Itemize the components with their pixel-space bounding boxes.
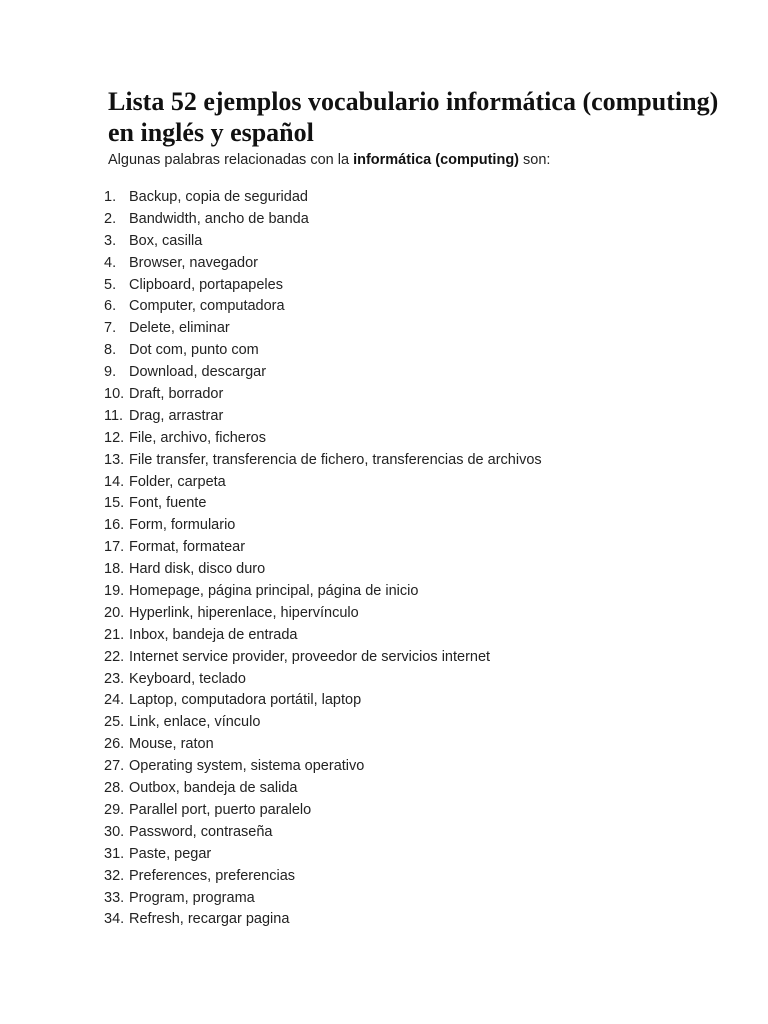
list-item-text: Dot com, punto com — [129, 342, 259, 359]
list-item-text: File, archivo, ficheros — [129, 429, 266, 446]
list-item — [104, 340, 748, 362]
list-item-text: Internet service provider, proveedor de servicios internet — [129, 648, 491, 665]
list-item-text: Outbox, bandeja de salida — [129, 780, 298, 797]
page-title: Lista 52 ejemplos vocabulario informática (computing) en inglés y español — [108, 87, 719, 147]
list-item-number: 27. — [104, 758, 125, 775]
list-item-text: Preferences, preferencias — [129, 867, 296, 884]
list-item-number: 21. — [104, 626, 125, 643]
list-item-number: 22. — [104, 648, 125, 665]
list-item — [104, 231, 748, 253]
list-item-number: 7. — [104, 320, 117, 337]
list-item — [104, 296, 748, 318]
list-item-text: Link, enlace, vínculo — [129, 714, 261, 731]
vocabulary-list — [104, 187, 748, 931]
list-item-text: Homepage, página principal, página de inicio — [129, 583, 419, 600]
list-item-number: 2. — [104, 210, 117, 227]
list-item — [104, 778, 748, 800]
list-item-text: Parallel port, puerto paralelo — [129, 801, 312, 818]
list-item-text: Keyboard, teclado — [129, 670, 246, 687]
list-item-number: 34. — [104, 911, 125, 928]
list-item — [104, 669, 748, 691]
list-item — [104, 384, 748, 406]
list-item-text: Drag, arrastrar — [129, 407, 224, 424]
list-item-text: Computer, computadora — [129, 298, 285, 315]
list-item-number: 18. — [104, 561, 125, 578]
list-item-text: Mouse, raton — [129, 736, 214, 753]
list-item — [104, 406, 748, 428]
list-item-text: Font, fuente — [129, 495, 207, 512]
intro-text-end: son: — [519, 152, 551, 168]
list-item-number: 19. — [104, 583, 125, 600]
list-item — [104, 428, 748, 450]
list-item-number: 12. — [104, 429, 125, 446]
list-item — [104, 625, 748, 647]
list-item-number: 3. — [104, 232, 117, 249]
list-item-number: 5. — [104, 276, 117, 293]
list-item-text: Download, descargar — [129, 364, 267, 381]
list-item-number: 32. — [104, 867, 125, 884]
list-item-number: 16. — [104, 517, 125, 534]
list-item — [104, 450, 748, 472]
list-item-text: Password, contraseña — [129, 823, 273, 840]
list-item — [104, 603, 748, 625]
list-item-number: 13. — [104, 451, 125, 468]
list-item-text: Operating system, sistema operativo — [129, 758, 365, 775]
list-item-text: Hyperlink, hiperenlace, hipervínculo — [129, 604, 359, 621]
list-item-text: Refresh, recargar pagina — [129, 911, 290, 928]
list-item — [104, 253, 748, 275]
list-item-text: Clipboard, portapapeles — [129, 276, 283, 293]
list-item-number: 25. — [104, 714, 125, 731]
list-item — [104, 559, 748, 581]
list-item-number: 10. — [104, 386, 125, 403]
list-item — [104, 800, 748, 822]
list-item — [104, 844, 748, 866]
list-item — [104, 581, 748, 603]
list-item-number: 1. — [104, 189, 117, 205]
list-item-number: 6. — [104, 298, 117, 315]
list-item-text: Format, formatear — [129, 539, 246, 556]
list-item-text: Delete, eliminar — [129, 320, 230, 337]
list-item-text: File transfer, transferencia de fichero, transferencias de archivos — [129, 451, 542, 468]
list-item-number: 17. — [104, 539, 125, 556]
list-item — [104, 318, 748, 340]
list-item-text: Folder, carpeta — [129, 473, 226, 490]
list-item-number: 23. — [104, 670, 125, 687]
list-item-number: 26. — [104, 736, 125, 753]
intro-paragraph — [108, 150, 748, 170]
list-item — [104, 712, 748, 734]
list-item-number: 8. — [104, 342, 117, 359]
list-item-text: Form, formulario — [129, 517, 236, 534]
list-item — [104, 866, 748, 888]
list-item-number: 11. — [104, 407, 124, 424]
intro-text: Algunas palabras relacionadas con la — [108, 152, 354, 168]
list-item-number: 14. — [104, 473, 125, 490]
list-item-text: Laptop, computadora portátil, laptop — [129, 692, 362, 709]
document-page — [104, 86, 748, 931]
list-item-number: 15. — [104, 495, 125, 512]
list-item — [104, 888, 748, 910]
list-item — [104, 537, 748, 559]
intro-bold-term: informática (computing) — [353, 152, 520, 168]
list-item-number: 4. — [104, 254, 117, 271]
list-item — [104, 822, 748, 844]
list-item — [104, 472, 748, 494]
list-item — [104, 362, 748, 384]
list-item — [104, 493, 748, 515]
list-item-text: Browser, navegador — [129, 254, 258, 271]
list-item — [104, 275, 748, 297]
list-item-text: Bandwidth, ancho de banda — [129, 210, 309, 227]
list-item-number: 33. — [104, 889, 125, 906]
list-item — [104, 756, 748, 778]
list-item-text: Backup, copia de seguridad — [129, 189, 308, 205]
list-item-text: Program, programa — [129, 889, 255, 906]
list-item-number: 9. — [104, 364, 117, 381]
list-item — [104, 187, 748, 209]
list-item — [104, 515, 748, 537]
list-item-text: Box, casilla — [129, 232, 203, 249]
list-item-text: Inbox, bandeja de entrada — [129, 626, 298, 643]
list-item-text: Paste, pegar — [129, 845, 212, 862]
list-item — [104, 647, 748, 669]
list-item-number: 24. — [104, 692, 125, 709]
list-item — [104, 209, 748, 231]
list-item-number: 20. — [104, 604, 125, 621]
list-item-number: 30. — [104, 823, 125, 840]
list-item-number: 28. — [104, 780, 125, 797]
list-item-text: Hard disk, disco duro — [129, 561, 266, 578]
list-item — [104, 909, 748, 931]
list-item — [104, 734, 748, 756]
list-item-text: Draft, borrador — [129, 386, 224, 403]
list-item-number: 29. — [104, 801, 125, 818]
list-item-number: 31. — [104, 845, 125, 862]
list-item — [104, 690, 748, 712]
